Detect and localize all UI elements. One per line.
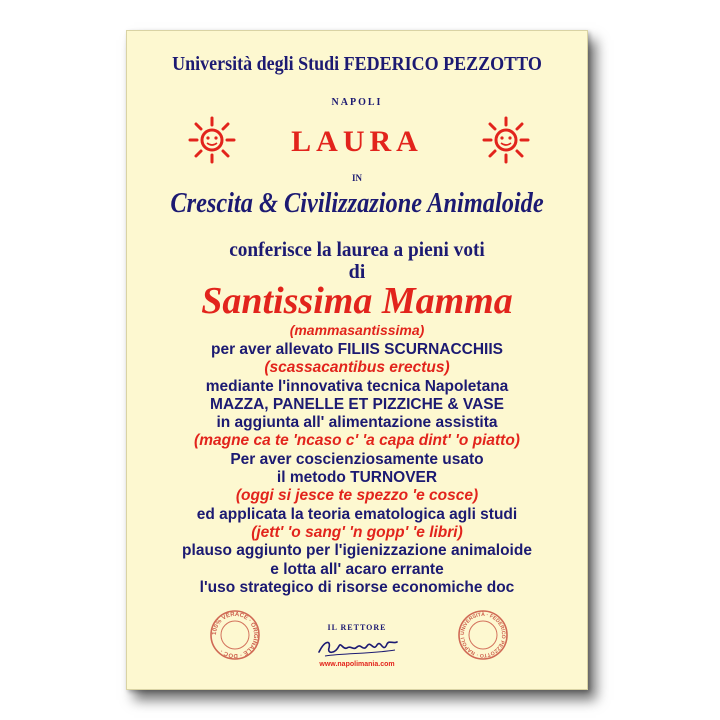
sun-face-icon: [481, 115, 531, 165]
university-name: Università degli Studi FEDERICO PEZZOTTO: [172, 53, 542, 75]
motivation-line: MAZZA, PANELLE ET PIZZICHE & VASE: [210, 395, 504, 413]
motivation-line: plauso aggiunto per l'igienizzazione animaloide: [182, 542, 532, 560]
svg-text:UNIVERSITÀ · FEDERICO PEZZOTTO: UNIVERSITÀ · FEDERICO PEZZOTTO · NAPOLI: [459, 611, 507, 659]
motivation-text: [127, 341, 587, 597]
motivation-line: (scassacantibus erectus): [264, 359, 450, 377]
di-label: di: [348, 261, 366, 283]
motivation-line: (oggi si jesce te spezzo 'e cosce): [235, 487, 479, 505]
degree-subtitle: (mammasantissima): [289, 322, 425, 338]
in-label: IN: [351, 173, 362, 183]
motivation-line: e lotta all' acaro errante: [270, 560, 444, 578]
website-url: www.napolimania.com: [319, 661, 395, 668]
city-label: NAPOLI: [331, 97, 383, 108]
round-stamp-icon: [209, 609, 261, 661]
diploma-poster: [126, 30, 588, 690]
conferral-statement: conferisce la laurea a pieni voti: [229, 237, 485, 261]
motivation-line: in aggiunta all' alimentazione assistita: [216, 414, 498, 432]
motivation-line: l'uso strategico di risorse economiche doc: [199, 578, 515, 596]
motivation-line: (magne ca te 'ncaso c' 'a capa dint' 'o piatto): [194, 432, 520, 450]
round-stamp-icon: [457, 609, 509, 661]
motivation-line: mediante l'innovativa tecnica Napoletana: [205, 377, 509, 395]
recipient-name: LAURA: [291, 125, 423, 158]
rector-label: IL RETTORE: [327, 623, 387, 632]
degree-title: Santissima Mamma: [201, 280, 513, 322]
motivation-line: il metodo TURNOVER: [276, 469, 438, 487]
motivation-line: per aver allevato FILIIS SCURNACCHIIS: [211, 341, 503, 358]
motivation-line: ed applicata la teoria ematologica agli studi: [196, 505, 518, 523]
motivation-line: (jett' 'o sang' 'n gopp' 'e libri): [251, 523, 463, 541]
motivation-line: Per aver coscienziosamente usato: [230, 450, 484, 468]
field-of-study: Crescita & Civilizzazione Animaloide: [170, 187, 544, 219]
svg-text:100% VERACE · ORIGINALE · DOC: 100% VERACE · ORIGINALE · DOC ·: [211, 611, 259, 659]
rector-signature: [315, 634, 401, 660]
